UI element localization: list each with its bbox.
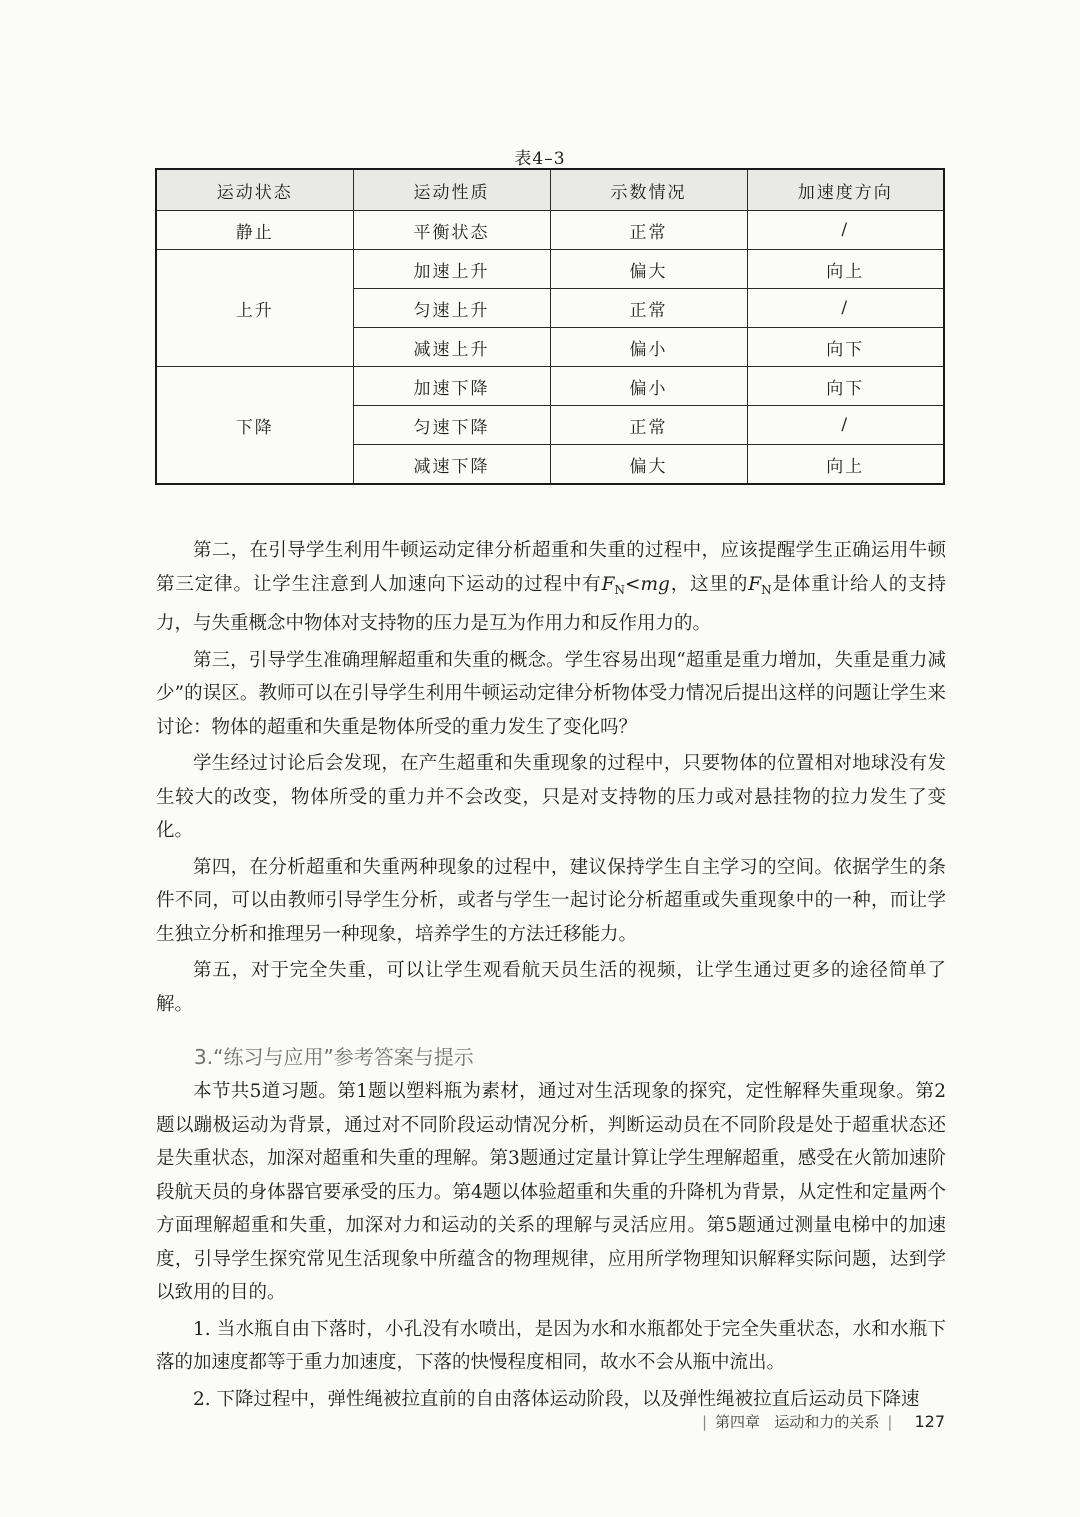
cell-accel: 向下 [747, 367, 944, 406]
paragraph-discussion: 学生经过讨论后会发现，在产生超重和失重现象的过程中，只要物体的位置相对地球没有发生较大的改变，物体所受的重力并不会改变，只是对支持物的压力或对悬挂物的拉力发生了变化。 [156, 753, 946, 841]
cell-reading: 偏大 [550, 445, 747, 485]
paragraph-third: 第三，引导学生准确理解超重和失重的概念。学生容易出现“超重是重力增加，失重是重力减少”的误区。教师可以在引导学生利用牛顿运动定律分析物体受力情况后提出这样的问题让学生来讨论：物体的超重和失重是物体所受的重力发生了变化吗？ [156, 649, 946, 738]
paragraph-second [156, 534, 946, 641]
formula-subscript: N [761, 582, 772, 597]
page-footer [0, 1411, 945, 1432]
cell-nature: 平衡状态 [353, 211, 550, 250]
cell-nature: 减速上升 [353, 328, 550, 367]
table-row [156, 250, 944, 289]
cell-reading: 偏小 [550, 367, 747, 406]
cell-nature: 加速上升 [353, 250, 550, 289]
cell-reading: 偏大 [550, 250, 747, 289]
cell-reading: 偏小 [550, 328, 747, 367]
cell-accel: / [747, 406, 944, 445]
cell-state: 静止 [156, 211, 353, 250]
footer-separator: | [887, 1413, 893, 1431]
cell-reading: 正常 [550, 406, 747, 445]
table-row [156, 367, 944, 406]
formula-F: F [601, 573, 615, 595]
header-motion-nature: 运动性质 [353, 169, 550, 211]
page-number: 127 [914, 1412, 945, 1431]
paragraph-text: 第二，在引导学生利用牛顿运动定律分析超重和失重的过程中，应该提醒学生正确运用牛顿第三定律。让学生注意到人加速向下运动的过程中有 [156, 540, 946, 595]
cell-state: 上升 [156, 250, 353, 367]
table-header-row [156, 169, 944, 211]
cell-nature: 匀速上升 [353, 289, 550, 328]
body-text [156, 534, 946, 1419]
footer-chapter: 第四章 [715, 1413, 761, 1431]
header-motion-state: 运动状态 [156, 169, 353, 211]
formula-F: F [748, 573, 762, 595]
header-acceleration-direction: 加速度方向 [747, 169, 944, 211]
header-reading: 示数情况 [550, 169, 747, 211]
paragraph-text: ，这里的 [669, 573, 749, 595]
formula-subscript: N [614, 582, 625, 597]
motion-state-table [155, 168, 945, 485]
table-row [156, 211, 944, 250]
cell-nature: 加速下降 [353, 367, 550, 406]
formula-less-than: < [624, 573, 641, 595]
paragraph-fourth: 第四，在分析超重和失重两种现象的过程中，建议保持学生自主学习的空间。依据学生的条件不同，可以由教师引导学生分析，或者与学生一起讨论分析超重或失重现象中的一种，而让学生独立分析和推理另一种现象，培养学生的方法迁移能力。 [156, 856, 946, 945]
cell-nature: 匀速下降 [353, 406, 550, 445]
cell-accel: 向下 [747, 328, 944, 367]
paragraph-text: 是体重计给人的支持力，与失重概念中物体对支持物的压力是互为作用力和反作用力的。 [156, 573, 946, 634]
cell-accel: 向上 [747, 250, 944, 289]
cell-reading: 正常 [550, 211, 747, 250]
footer-chapter-title: 运动和力的关系 [774, 1413, 880, 1431]
paragraph-answer-1: 1. 当水瓶自由下落时，小孔没有水喷出，是因为水和水瓶都处于完全失重状态，水和水瓶下落的加速度都等于重力加速度，下落的快慢程度相同，故水不会从瓶中流出。 [156, 1318, 946, 1373]
formula-mg: mg [640, 573, 670, 595]
cell-nature: 减速下降 [353, 445, 550, 485]
table-caption: 表4–3 [514, 149, 566, 169]
cell-accel: 向上 [747, 445, 944, 485]
cell-state: 下降 [156, 367, 353, 485]
section-title: 3.“练习与应用”参考答案与提示 [194, 1045, 474, 1069]
cell-accel: / [747, 211, 944, 250]
paragraph-overview: 本节共5道习题。第1题以塑料瓶为素材，通过对生活现象的探究，定性解释失重现象。第2题以蹦极运动为背景，通过对不同阶段运动情况分析，判断运动员在不同阶段是处于超重状态还是失重状态，加深对超重和失重的理解。第3题通过定量计算让学生理解超重，感受在火箭加速阶段航天员的身体器官要承受的压力。第4题以体验超重和失重的升降机为背景，从定性和定量两个方面理解超重和失重，加深对力和运动的关系的理解与灵活应用。第5题通过测量电梯中的加速度，引导学生探究常见生活现象中所蕴含的物理规律，应用所学物理知识解释实际问题，达到学以致用的目的。 [156, 1081, 946, 1303]
paragraph-answer-2: 2. 下降过程中，弹性绳被拉直前的自由落体运动阶段，以及弹性绳被拉直后运动员下降速 [193, 1388, 920, 1410]
footer-separator: | [701, 1413, 708, 1431]
paragraph-fifth: 第五，对于完全失重，可以让学生观看航天员生活的视频，让学生通过更多的途径简单了解。 [156, 960, 946, 1015]
cell-reading: 正常 [550, 289, 747, 328]
cell-accel: / [747, 289, 944, 328]
